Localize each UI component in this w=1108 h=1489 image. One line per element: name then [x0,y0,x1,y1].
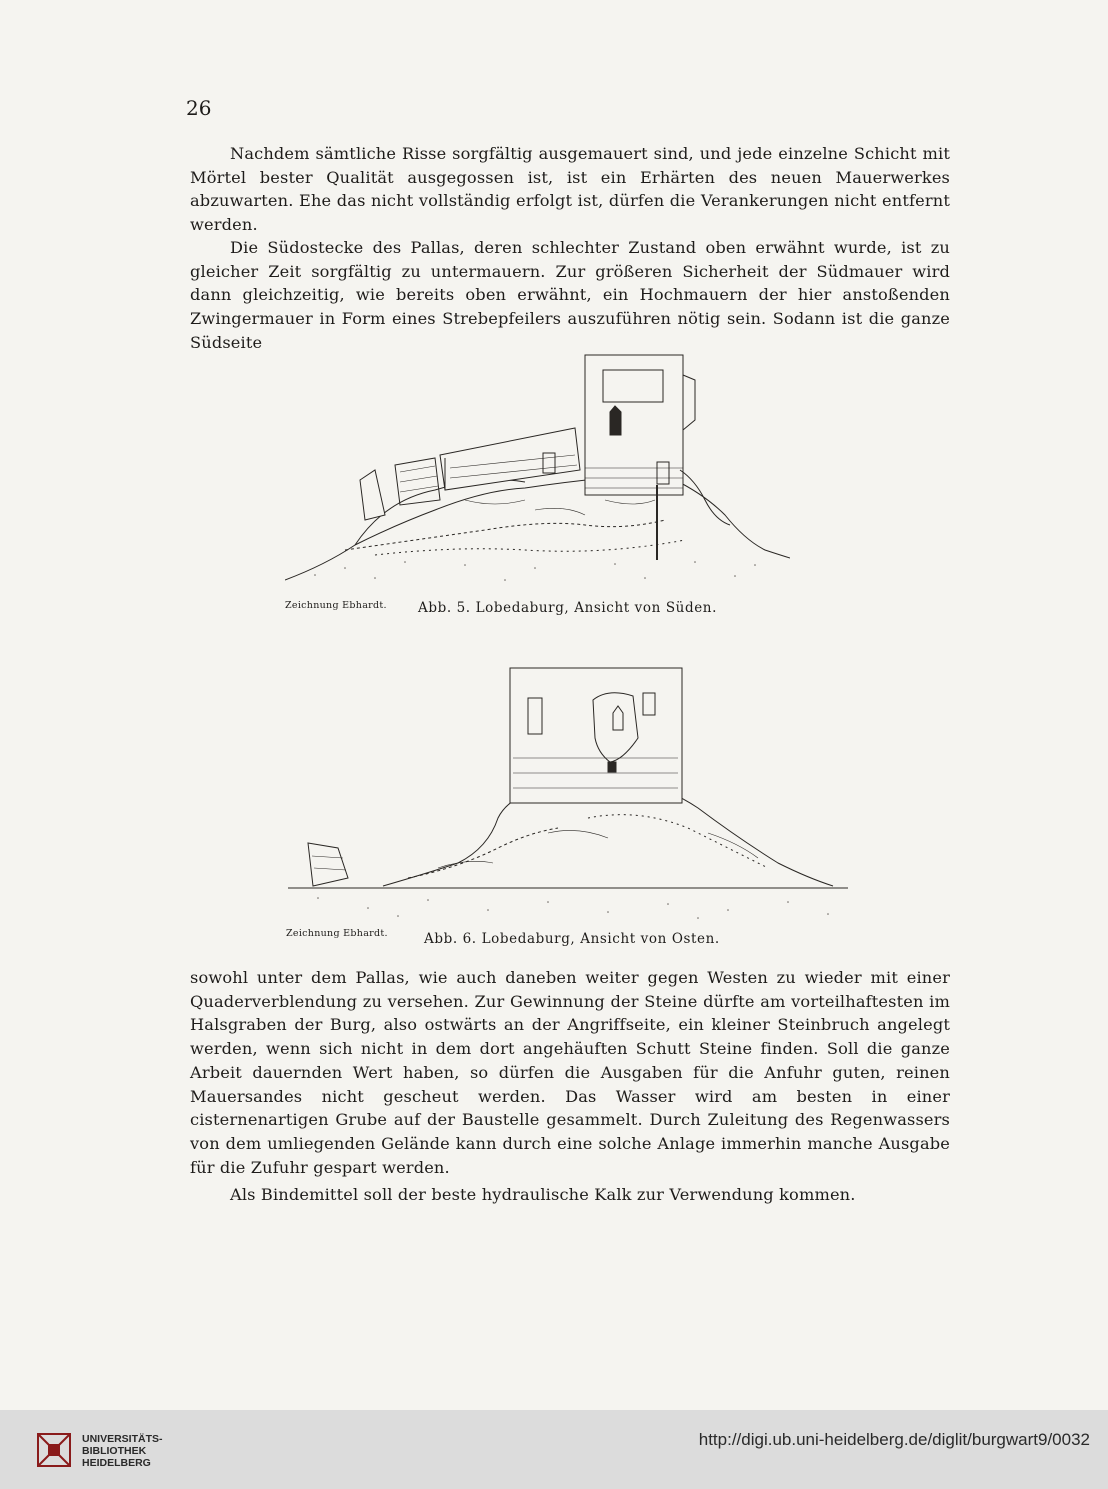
paragraph-1: Nachdem sämtliche Risse sorgfältig ausgemauert sind, und jede einzelne Schicht mit Mörtel bester Qualität ausgegossen ist, ist ein Erhärten des neuen Mauerwerkes abzuwarten. Ehe das nicht vollständig erfolgt ist, dürfen die Verankerungen nicht entfernt werden. [190,144,950,235]
figure-5-credit: Zeichnung Ebhardt. [285,600,387,611]
university-library-logo-icon[interactable] [36,1432,72,1468]
figure-5-caption: Abb. 5. Lobedaburg, Ansicht von Süden. [418,600,717,616]
paragraph-4: Als Bindemittel soll der beste hydraulische Kalk zur Verwendung kommen. [230,1185,856,1204]
library-name-line-2: BIBLIOTHEK [82,1445,147,1457]
paragraph-2: Die Südostecke des Pallas, deren schlechter Zustand oben erwähnt wurde, ist zu gleicher Zeit sorgfältig zu untermauern. Zur größeren Sicherheit der Südmauer wird dann gleichzeitig, wie bereits oben erwähnt, ein Hochmauern der hier anstoßenden Zwingermauer in Form eines Strebepfeilers auszuführen nötig sein. Sodann ist die ganze Südseite [190,238,950,352]
library-name-line-3: HEIDELBERG [82,1457,151,1469]
figure-6-credit: Zeichnung Ebhardt. [286,928,388,939]
page-url-link[interactable]: http://digi.ub.uni-heidelberg.de/diglit/burgwart9/0032 [698,1430,1090,1449]
figure-6-caption: Abb. 6. Lobedaburg, Ansicht von Osten. [424,931,720,947]
library-name[interactable] [82,1433,163,1469]
library-name-line-1: UNIVERSITÄTS- [82,1433,163,1445]
figure-lobedaburg-south-drawing [285,350,790,595]
viewer-footer-bar [0,1410,1108,1489]
figure-lobedaburg-east-drawing [288,658,848,926]
paragraph-3: sowohl unter dem Pallas, wie auch daneben weiter gegen Westen zu wieder mit einer Quaderverblendung zu versehen. Zur Gewinnung der Steine dürfte am vorteilhaftesten im Halsgraben der Burg, also ostwärts an der Angriffseite, ein kleiner Steinbruch angelegt werden, wenn sich nicht in dem dort angehäuften Schutt Steine finden. Soll die ganze Arbeit dauernden Wert haben, so dürfen die Ausgaben für die Anfuhr guten, reinen Mauersandes nicht gescheut werden. Das Wasser wird am besten in einer cisternenartigen Grube auf der Baustelle gesammelt. Durch Zuleitung des Regenwassers von dem umliegenden Gelände kann durch eine solche Anlage immerhin manche Ausgabe für die Zufuhr gespart werden. [190,968,950,1177]
page-number: 26 [186,96,212,120]
